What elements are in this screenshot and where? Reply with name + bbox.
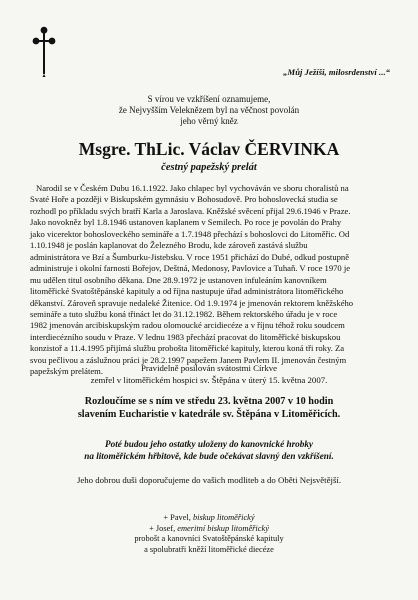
- death-line: zemřel v litoměřickém hospici sv. Štěpána v úterý 15. května 2007.: [90, 374, 328, 385]
- intro-line: S vírou ve vzkříšení oznamujeme,: [147, 94, 271, 104]
- burial-line: Poté budou jeho ostatky uloženy do kanovnické hrobky: [105, 439, 313, 449]
- bio-line: mu udělen titul osobního děkana. Dne 28.9.1972 je ustanoven infuleáním kanovníkem: [30, 274, 327, 285]
- bio-line: konzistoř a 11.4.1995 přijímá službu probošta litoměřické kapituly, kterou koná tři roky. Za: [30, 343, 345, 354]
- signatory-prefix: + Pavel,: [163, 513, 191, 522]
- signatory-line: [0, 513, 418, 524]
- burial-line: na litoměřickém hřbitově, kde bude očekávat slavný den vzkříšení.: [84, 451, 334, 461]
- intro-text: [0, 94, 418, 127]
- prayer-line: Jeho dobrou duši doporučujeme do vašich modliteb a do Oběti Nejsvětější.: [76, 475, 342, 485]
- bio-line: semináře a tuto službu koná třináct let do 31.12.1982. Během rektorského úřadu je v roce: [30, 308, 338, 319]
- funeral-announcement: [0, 395, 418, 421]
- death-line: Pravidelně posilován svátostmi Církve: [140, 363, 278, 373]
- biography: [30, 183, 390, 378]
- bio-line: děkanství. Zároveň spravuje nedaleké Žitenice. Od 1.9.1974 je jmenován rektorem kněžského: [30, 297, 354, 308]
- signatory-line: probošt a kanovníci Svatoštěpánské kapituly: [134, 534, 284, 544]
- signatory-role: biskup litoměřický: [192, 513, 255, 522]
- funeral-line: Rozloučíme se s ním ve středu 23. května 2007 v 10 hodin: [84, 396, 334, 407]
- bio-line: administruje i okolní farnosti Bořejov, Deštná, Medonosy, Pavlovice a Tuhaň. V roce 1970 je: [30, 263, 351, 274]
- bio-line: administrátora ve Bzí a Šumburku-Jistebsku. V roce 1951 přichází do Dubé, odkud postupně: [30, 251, 350, 262]
- bio-line: Jako novokněz byl 1.8.1946 ustanoven kaplanem v Semilech. Po roce je povolán do Prahy: [30, 217, 342, 228]
- signatories: [0, 513, 418, 556]
- signatory-role: emeritní biskup litoměřický: [177, 523, 269, 533]
- motto: „Můj Ježíši, milosrdenství ...“: [283, 67, 390, 77]
- bio-line: 1.10.1948 je poslán kaplanovat do Železného Brodu, kde zároveň zastává službu: [30, 240, 308, 251]
- deceased-name: Msgre. ThLic. Václav ČERVINKA: [78, 139, 340, 159]
- deceased-title: čestný papežský prelát: [161, 162, 257, 173]
- bio-line: Narodil se v Českém Dubu 16.1.1922. Jako chlapec byl vychováván ve sboru choralistů na: [36, 183, 349, 193]
- burial-announcement: [0, 438, 418, 462]
- signatory-line: [0, 524, 418, 535]
- signatory-prefix: + Josef,: [149, 523, 176, 533]
- bio-line: interdiecézního soudu v Praze. V lednu 1983 přechází pracovat do litoměřické biskupskou: [30, 331, 341, 342]
- bio-line: papežským prelátem.: [30, 366, 104, 377]
- bio-line: litoměřické Svatoštěpánské kapituly a od října nastupuje úřad administrátora litoměřického: [30, 286, 344, 297]
- bio-line: 1982 jmenován arcibiskupským radou olomoucké arcidiecéze a v říjnu téhož roku soudcem: [30, 320, 345, 331]
- bio-line: svou pečlivou a záslužnou práci je 28.2.1997 papežem Janem Pavlem II. jmenován čestným: [30, 354, 347, 365]
- prayer-request: [0, 475, 418, 487]
- cross-icon: [32, 26, 56, 78]
- bio-line: rozhodl po příkladu svých bratří Karla a Jaroslava. Kněžské svěcení přijal 29.6.1946 v Praze.: [30, 205, 351, 216]
- intro-line: že Nejvyšším Veleknězem byl na věčnost povolán: [118, 105, 300, 115]
- bio-line: jako vicerektor bohosloveckého semináře a 1.7.1948 přechází s bohoslovci do Litoměřic. Od: [30, 228, 350, 239]
- funeral-line: slavením Eucharistie v katedrále sv. Štěpána v Litoměřicích.: [77, 409, 341, 420]
- signatory-line: a spolubratři kněží litoměřické diecéze: [144, 545, 274, 555]
- bio-line: Svaté Hoře a později v Biskupském gymnásiu v Bohosudově. Pro bohoslovecká studia se: [30, 194, 338, 205]
- intro-line: jeho věrný kněz: [180, 116, 238, 126]
- death-announcement: [0, 363, 418, 386]
